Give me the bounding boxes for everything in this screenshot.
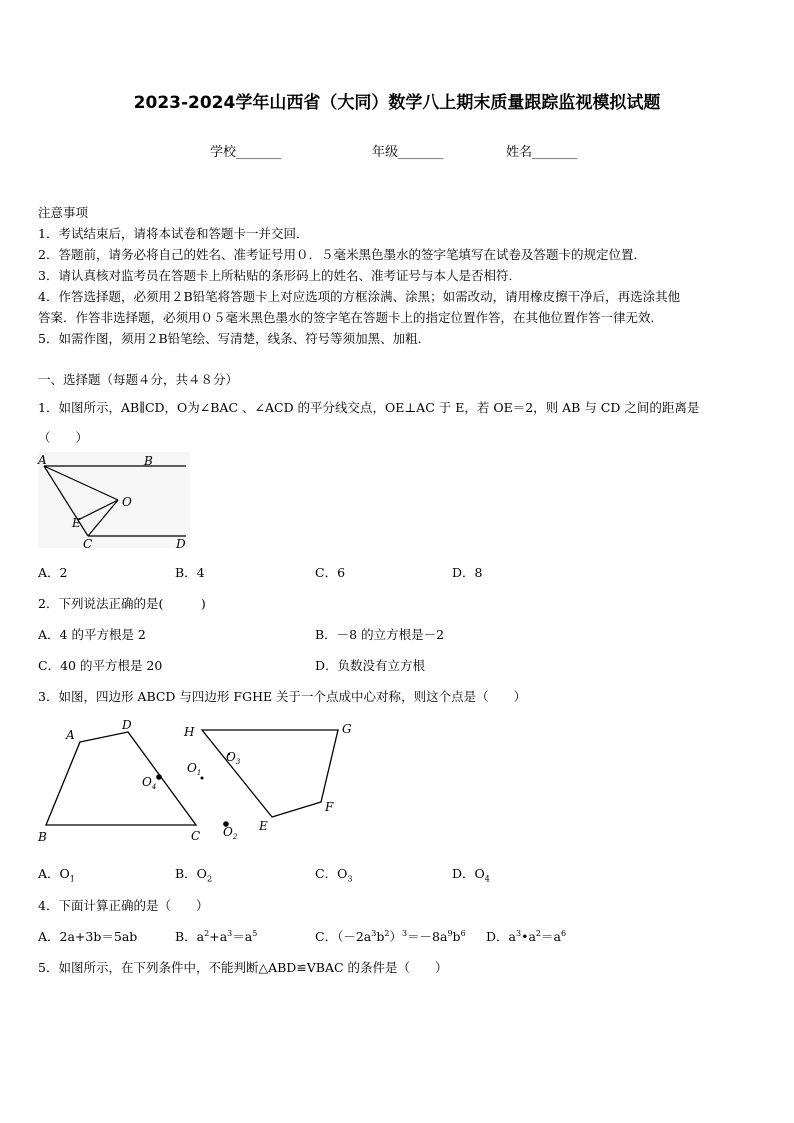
notice-item: 答案．作答非选择题，必须用０５毫米黑色墨水的签字笔在答题卡上的指定位置作答，在其他位置作答一律无效．	[38, 310, 664, 325]
notice-item: 2．答题前，请务必将自己的姓名、准考证号用０．５毫米黑色墨水的签字笔填写在试卷及答题卡的规定位置．	[38, 247, 646, 262]
q3-label-d: D	[122, 718, 132, 732]
q3-option-d: D．$O_4$	[452, 866, 490, 884]
q3-label-a: A	[66, 728, 75, 742]
q4-option-a: A．2a+3b＝5ab	[38, 929, 138, 944]
q4-stem: 4．下面计算正确的是（ ）	[38, 898, 209, 913]
q1-option-a: A．2	[38, 565, 68, 580]
q1-stem: 1．如图所示，AB∥CD，O为∠BAC 、∠ACD 的平分线交点，OE⊥AC 于 E，若 OE＝2，则 AB 与 CD 之间的距离是	[38, 400, 700, 415]
page-title: 2023-2024学年山西省（大同）数学八上期末质量跟踪监视模拟试题	[133, 93, 661, 113]
q3-label-o2: $O_2$	[223, 825, 238, 841]
q4-option-c: C．$(-2a^3b^2)^3=-8a^9b^6$	[315, 928, 466, 944]
q1-stem-bracket: （ ）	[38, 430, 89, 445]
q4-option-b: B．$a^2+a^3=a^5$	[175, 928, 258, 944]
q1-figure	[36, 450, 196, 550]
q1-label-d: D	[176, 537, 186, 550]
q1-label-o: O	[122, 495, 132, 509]
name-field: 姓名_______	[506, 145, 578, 160]
q3-label-o4: $O_4$	[142, 775, 157, 791]
notice-heading: 注意事项	[38, 205, 89, 220]
notice-item: 3．请认真核对监考员在答题卡上所粘贴的条形码上的姓名、准考证号与本人是否相符．	[38, 268, 521, 283]
q3-label-h: H	[184, 725, 195, 739]
q3-label-f: F	[325, 800, 334, 814]
q2-option-d: D．负数没有立方根	[315, 658, 426, 673]
q1-label-c: C	[83, 537, 93, 550]
q2-option-c: C．40 的平方根是 20	[38, 658, 163, 673]
q3-label-g: G	[342, 722, 352, 736]
q3-option-c: C．$O_3$	[315, 866, 353, 884]
section-heading: 一、选择题（每题４分，共４８分）	[38, 372, 239, 387]
q3-option-b: B．$O_2$	[175, 866, 213, 884]
notice-item: 5．如需作图，须用２B铅笔绘、写清楚，线条、符号等须加黑、加粗．	[38, 331, 431, 346]
q3-label-o3: $O_3$	[226, 750, 241, 766]
q3-label-o1: $O_1$	[187, 761, 202, 777]
q1-label-b: B	[144, 454, 153, 468]
school-field: 学校_______	[210, 145, 282, 160]
q2-option-a: A．4 的平方根是 2	[38, 627, 146, 642]
q2-stem: 2．下列说法正确的是( )	[38, 596, 206, 611]
q5-stem: 5．如图所示，在下列条件中，不能判断△ABD≌VBAC 的条件是（ ）	[38, 960, 448, 975]
q3-stem: 3．如图，四边形 ABCD 与四边形 FGHE 关于一个点成中心对称，则这个点是（ ）	[38, 689, 527, 704]
q1-option-d: D．8	[452, 565, 483, 580]
q3-option-a: A．$O_1$	[38, 866, 75, 884]
notice-item: 4．作答选择题，必须用２B铅笔将答题卡上对应选项的方框涂满、涂黑；如需改动，请用橡皮擦干净后，再选涂其他	[38, 289, 681, 304]
q1-option-c: C．6	[315, 565, 346, 580]
q3-figure	[36, 714, 366, 849]
q4-option-d: D．$a^3•a^2=a^6$	[486, 928, 567, 944]
q1-label-a: A	[38, 453, 47, 467]
grade-field: 年级_______	[372, 145, 444, 160]
notice-item: 1．考试结束后，请将本试卷和答题卡一并交回．	[38, 226, 309, 241]
q1-option-b: B．4	[175, 565, 205, 580]
q3-label-b: B	[38, 830, 47, 844]
q3-label-c: C	[191, 829, 201, 843]
q2-option-b: B．－8 的立方根是－2	[315, 627, 445, 642]
q3-label-e: E	[259, 819, 268, 833]
q1-label-e: E	[72, 516, 81, 530]
